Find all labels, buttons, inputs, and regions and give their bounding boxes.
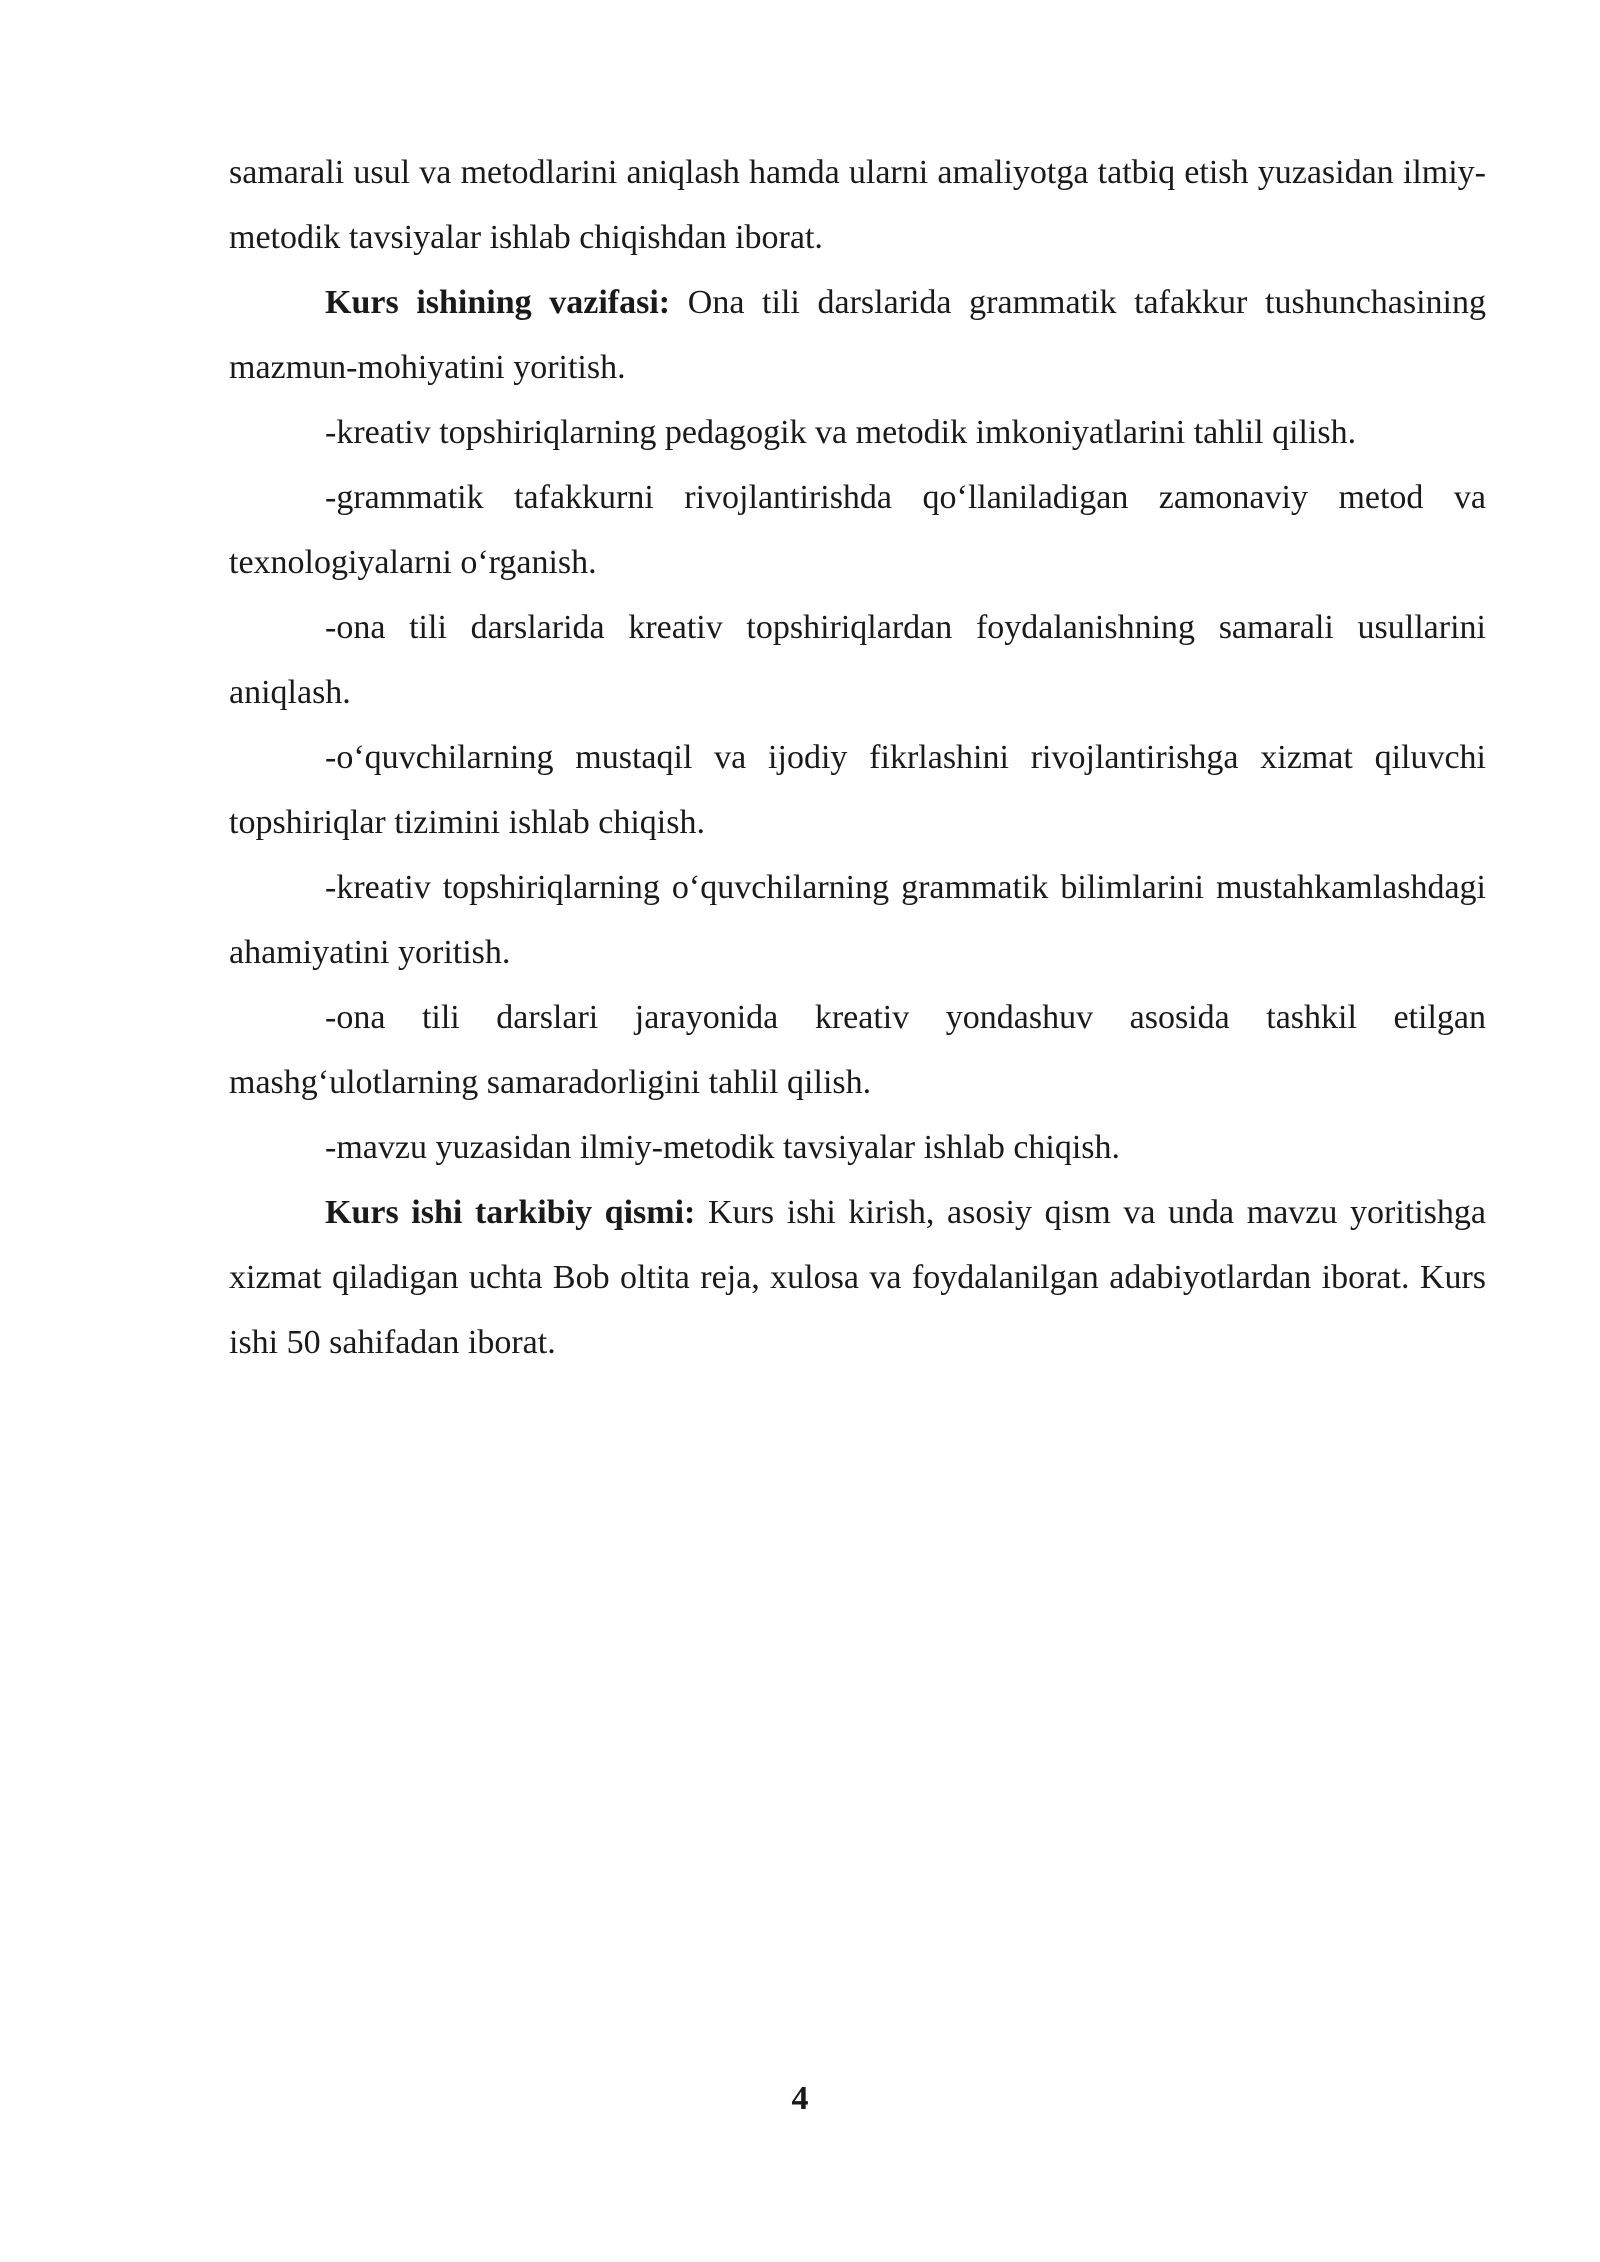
paragraph-purpose-continued	[229, 140, 1486, 270]
paragraph-text: Ona tili darslarida grammatik tafakkur tushunchasining mazmun-mohiyatini yoritish.	[229, 284, 1486, 386]
paragraph-structure	[229, 1180, 1486, 1375]
paragraph-text: -kreativ topshiriqlarning pedagogik va metodik imkoniyatlarini tahlil qilish.	[325, 414, 1357, 451]
paragraph-text: -mavzu yuzasidan ilmiy-metodik tavsiyalar ishlab chiqish.	[325, 1129, 1121, 1166]
body-text	[229, 140, 1486, 1375]
paragraph-text: -grammatik tafakkurni rivojlantirishda qo‘llaniladigan zamonaviy metod va texnologiyalarni o‘rganish.	[229, 479, 1486, 581]
task-item	[229, 400, 1486, 465]
task-item	[229, 985, 1486, 1115]
structure-lead: Kurs ishi tarkibiy qismi:	[325, 1194, 696, 1231]
page-number: 4	[791, 2080, 809, 2117]
paragraph-tasks-heading	[229, 270, 1486, 400]
paragraph-text: -ona tili darslarida kreativ topshiriqlardan foydalanishning samarali usullarini aniqlash.	[229, 609, 1486, 711]
paragraph-text: samarali usul va metodlarini aniqlash hamda ularni amaliyotga tatbiq etish yuzasidan ilmiy-metodik tavsiyalar ishlab chiqishdan iborat.	[229, 154, 1486, 256]
paragraph-text: -o‘quvchilarning mustaqil va ijodiy fikrlashini rivojlantirishga xizmat qiluvchi topshiriqlar tizimini ishlab chiqish.	[229, 739, 1486, 841]
task-item	[229, 725, 1486, 855]
paragraph-text: -ona tili darslari jarayonida kreativ yondashuv asosida tashkil etilgan mashg‘ulotlarning samaradorligini tahlil qilish.	[229, 999, 1486, 1101]
task-item	[229, 595, 1486, 725]
task-item	[229, 465, 1486, 595]
task-item	[229, 855, 1486, 985]
task-item	[229, 1115, 1486, 1180]
paragraph-text: -kreativ topshiriqlarning o‘quvchilarning grammatik bilimlarini mustahkamlashdagi ahamiyatini yoritish.	[229, 869, 1486, 971]
tasks-lead: Kurs ishining vazifasi:	[325, 284, 671, 321]
paragraph-text: Kurs ishi kirish, asosiy qism va unda mavzu yoritishga xizmat qiladigan uchta Bob oltita reja, xulosa va foydalanilgan adabiyotlardan iborat. Kurs ishi 50 sahifadan iborat.	[229, 1194, 1486, 1361]
